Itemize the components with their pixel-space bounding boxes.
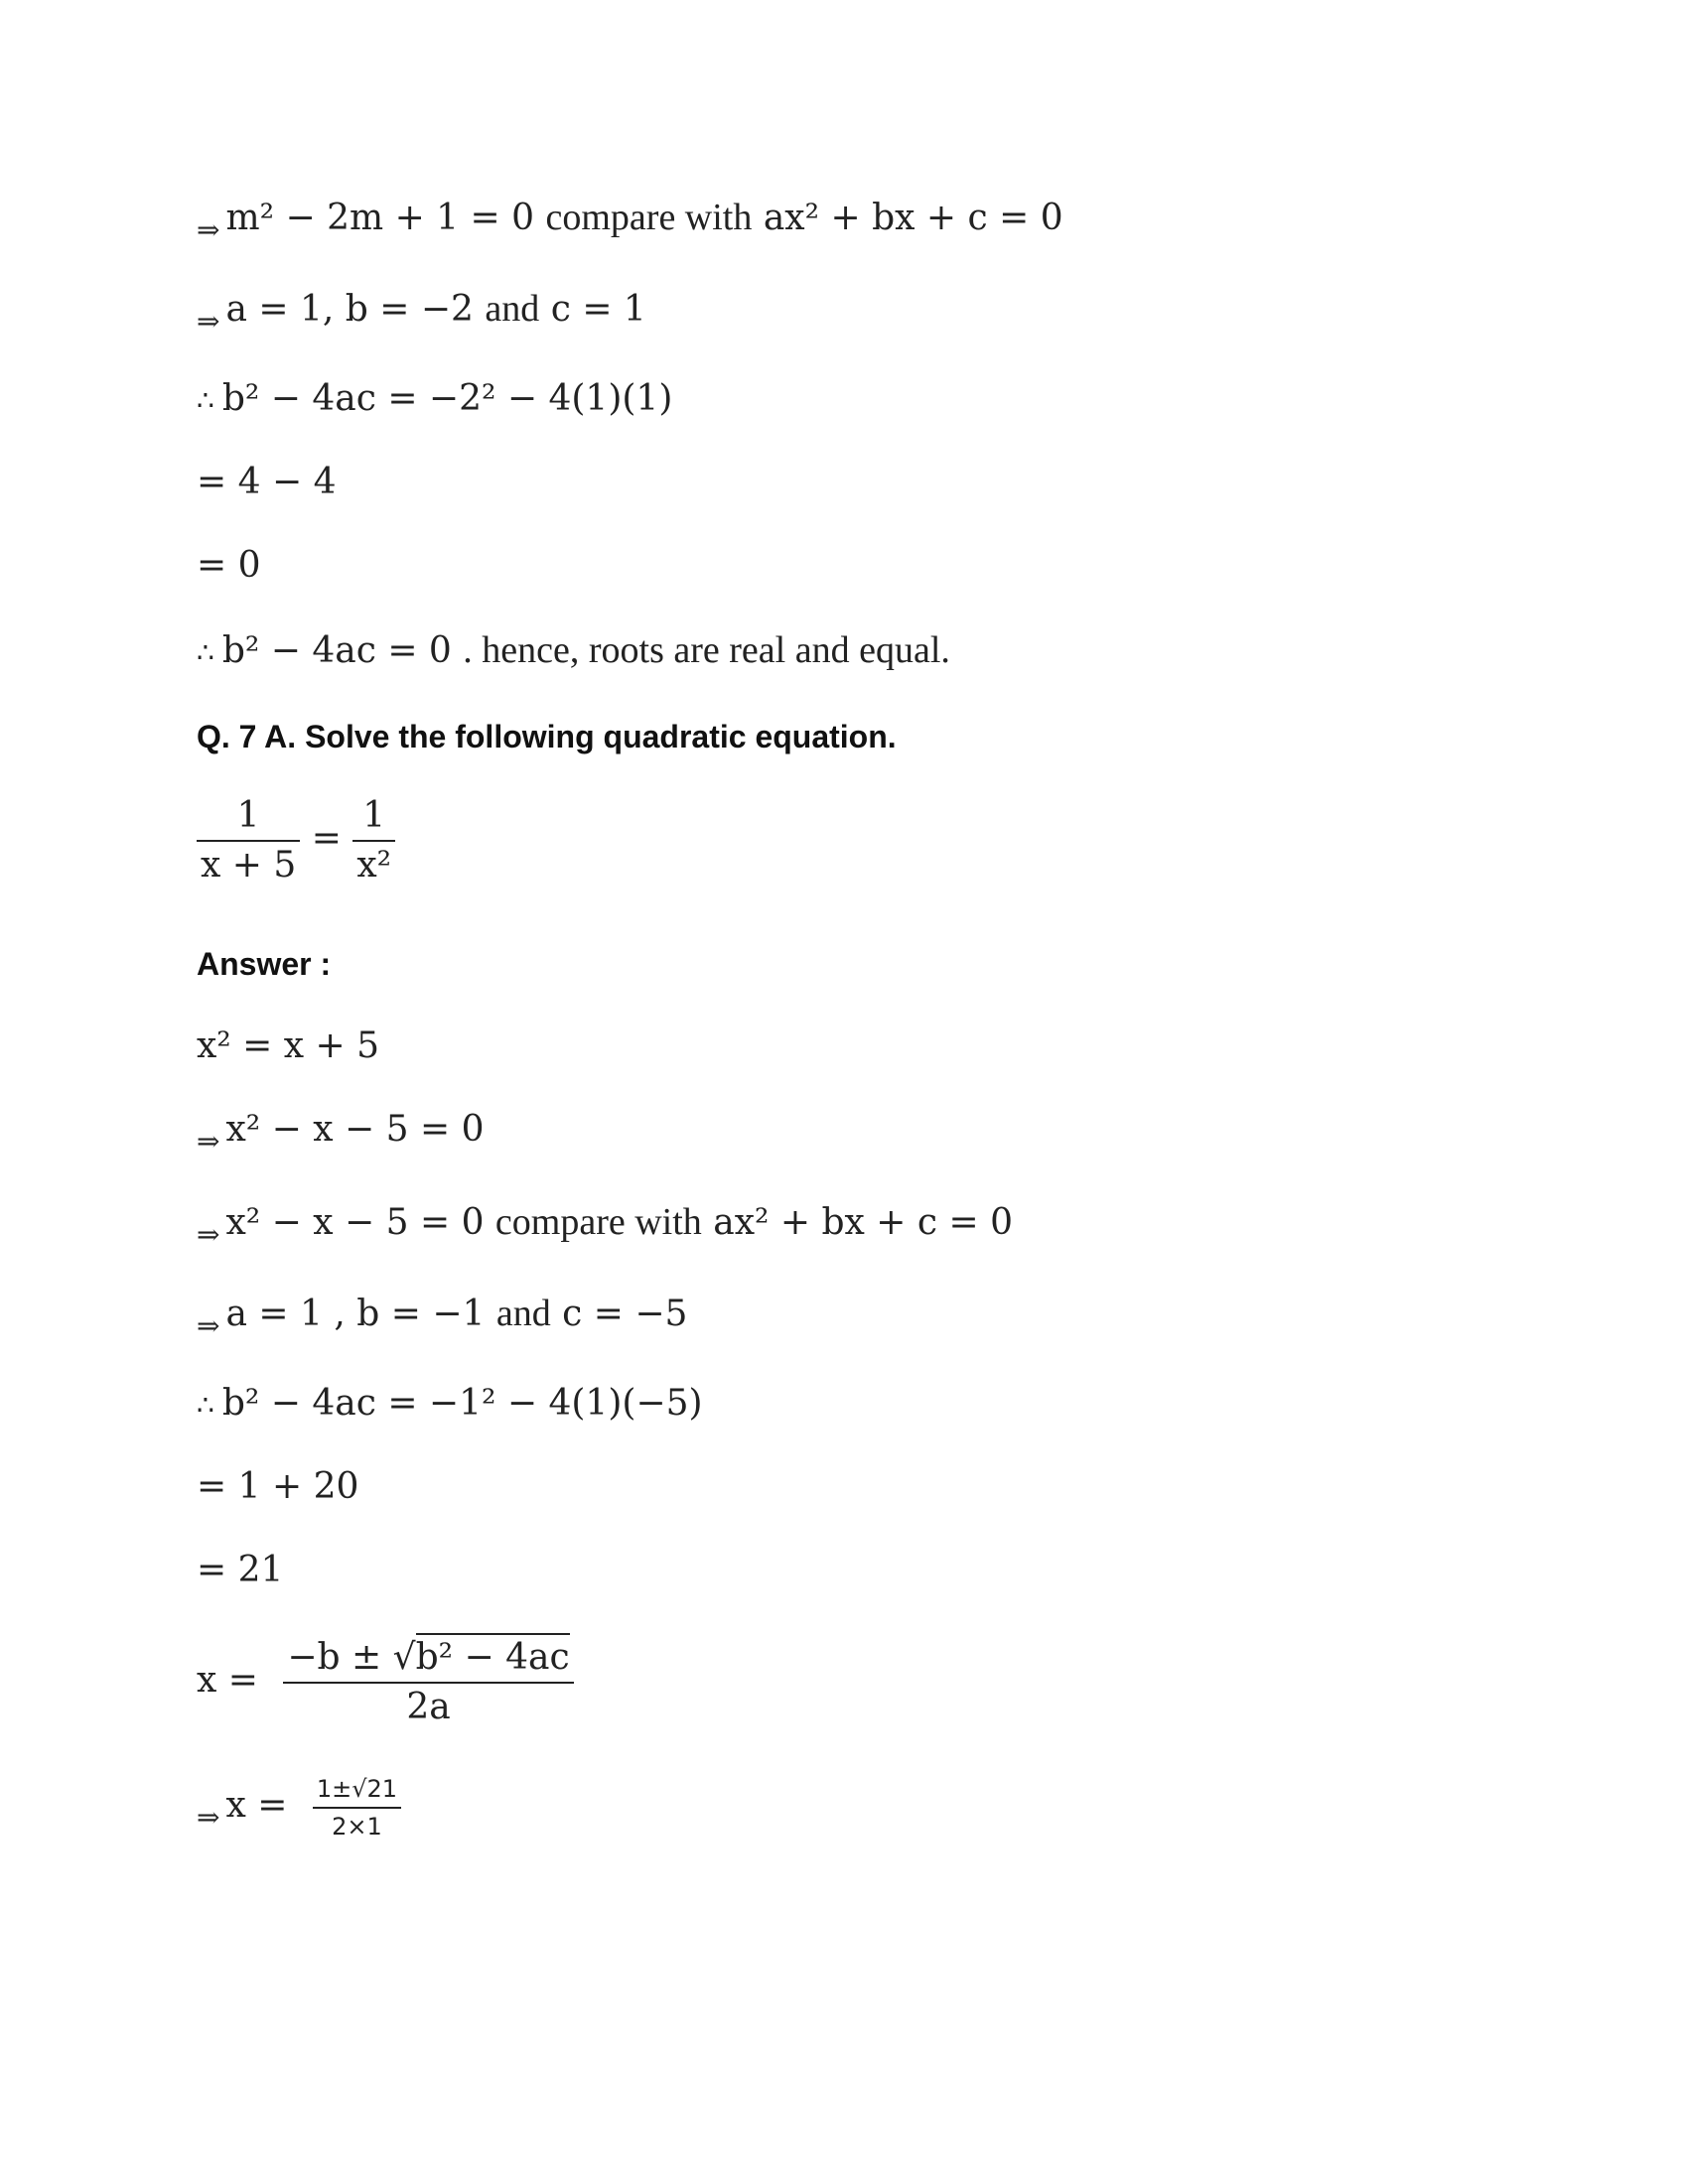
sqrt-symbol: √ <box>392 1637 416 1678</box>
equation: x² − x − 5 = 0 <box>225 1109 485 1150</box>
solution-lhs: x = <box>225 1785 288 1826</box>
question-equation <box>197 795 395 886</box>
equation: x² = x + 5 <box>197 1025 380 1066</box>
implies-symbol: ⇒ <box>197 1309 220 1342</box>
equation: m² − 2m + 1 = 0 <box>225 198 535 238</box>
equation: a = 1 , b = −1 <box>225 1294 486 1334</box>
fraction <box>197 795 300 886</box>
radicand: b² − 4ac <box>416 1633 570 1678</box>
fraction <box>352 795 395 886</box>
solution-line <box>197 1777 401 1839</box>
line-conclusion <box>197 631 950 669</box>
answer-label: Answer : <box>197 946 332 982</box>
text: and <box>495 1293 551 1334</box>
implies-symbol: ⇒ <box>197 305 220 338</box>
text: compare with <box>545 197 753 238</box>
implies-symbol: ⇒ <box>197 1125 220 1158</box>
line-step <box>197 545 261 586</box>
text: and <box>485 288 540 330</box>
fraction <box>313 1777 401 1839</box>
answer-line <box>197 1466 359 1507</box>
answer-line <box>197 1109 485 1158</box>
quadratic-formula <box>197 1637 574 1727</box>
line-coefficients-1 <box>197 288 646 338</box>
equation: = 21 <box>197 1550 284 1590</box>
fraction <box>283 1637 573 1727</box>
equals-sign: = <box>311 818 342 859</box>
answer-line <box>197 1550 284 1590</box>
equation: b² − 4ac = −1² − 4(1)(−5) <box>221 1383 703 1424</box>
equation: c = −5 <box>562 1294 688 1334</box>
answer-line-compare <box>197 1201 1014 1251</box>
equation: c = 1 <box>550 289 646 330</box>
therefore-symbol: ∴ <box>197 636 214 669</box>
line-discriminant-1 <box>197 378 673 419</box>
line-compare-m <box>197 197 1063 246</box>
answer-line <box>197 1025 380 1066</box>
numerator: 1±√21 <box>316 1775 398 1803</box>
implies-symbol: ⇒ <box>197 213 220 246</box>
numerator: 1 <box>362 795 386 836</box>
equation: x² − x − 5 = 0 <box>225 1202 485 1243</box>
text: . hence, roots are real and equal. <box>463 629 950 671</box>
therefore-symbol: ∴ <box>197 1389 214 1422</box>
therefore-symbol: ∴ <box>197 384 214 417</box>
numerator-left: −b ± <box>287 1637 382 1678</box>
denominator: 2a <box>283 1682 573 1725</box>
equation: ax² + bx + c = 0 <box>713 1202 1014 1243</box>
equation: a = 1, b = −2 <box>225 289 474 330</box>
answer-line-discriminant <box>197 1383 703 1424</box>
equation: = 0 <box>197 545 261 586</box>
equation: ax² + bx + c = 0 <box>763 198 1063 238</box>
equation: b² − 4ac = −2² − 4(1)(1) <box>221 378 673 419</box>
equation: = 1 + 20 <box>197 1466 359 1507</box>
denominator: x² <box>352 840 395 884</box>
equation: b² − 4ac = 0 <box>221 630 452 671</box>
line-step <box>197 462 337 502</box>
formula-lhs: x = <box>197 1660 258 1701</box>
equation: = 4 − 4 <box>197 462 337 502</box>
answer-line-coefficients <box>197 1293 688 1342</box>
numerator: 1 <box>236 795 260 836</box>
implies-symbol: ⇒ <box>197 1218 220 1251</box>
numerator <box>283 1637 573 1682</box>
text: compare with <box>494 1201 702 1243</box>
implies-symbol: ⇒ <box>197 1801 220 1834</box>
denominator: 2×1 <box>313 1807 401 1839</box>
question-heading: Q. 7 A. Solve the following quadratic equation. <box>197 719 897 754</box>
denominator: x + 5 <box>197 840 300 884</box>
